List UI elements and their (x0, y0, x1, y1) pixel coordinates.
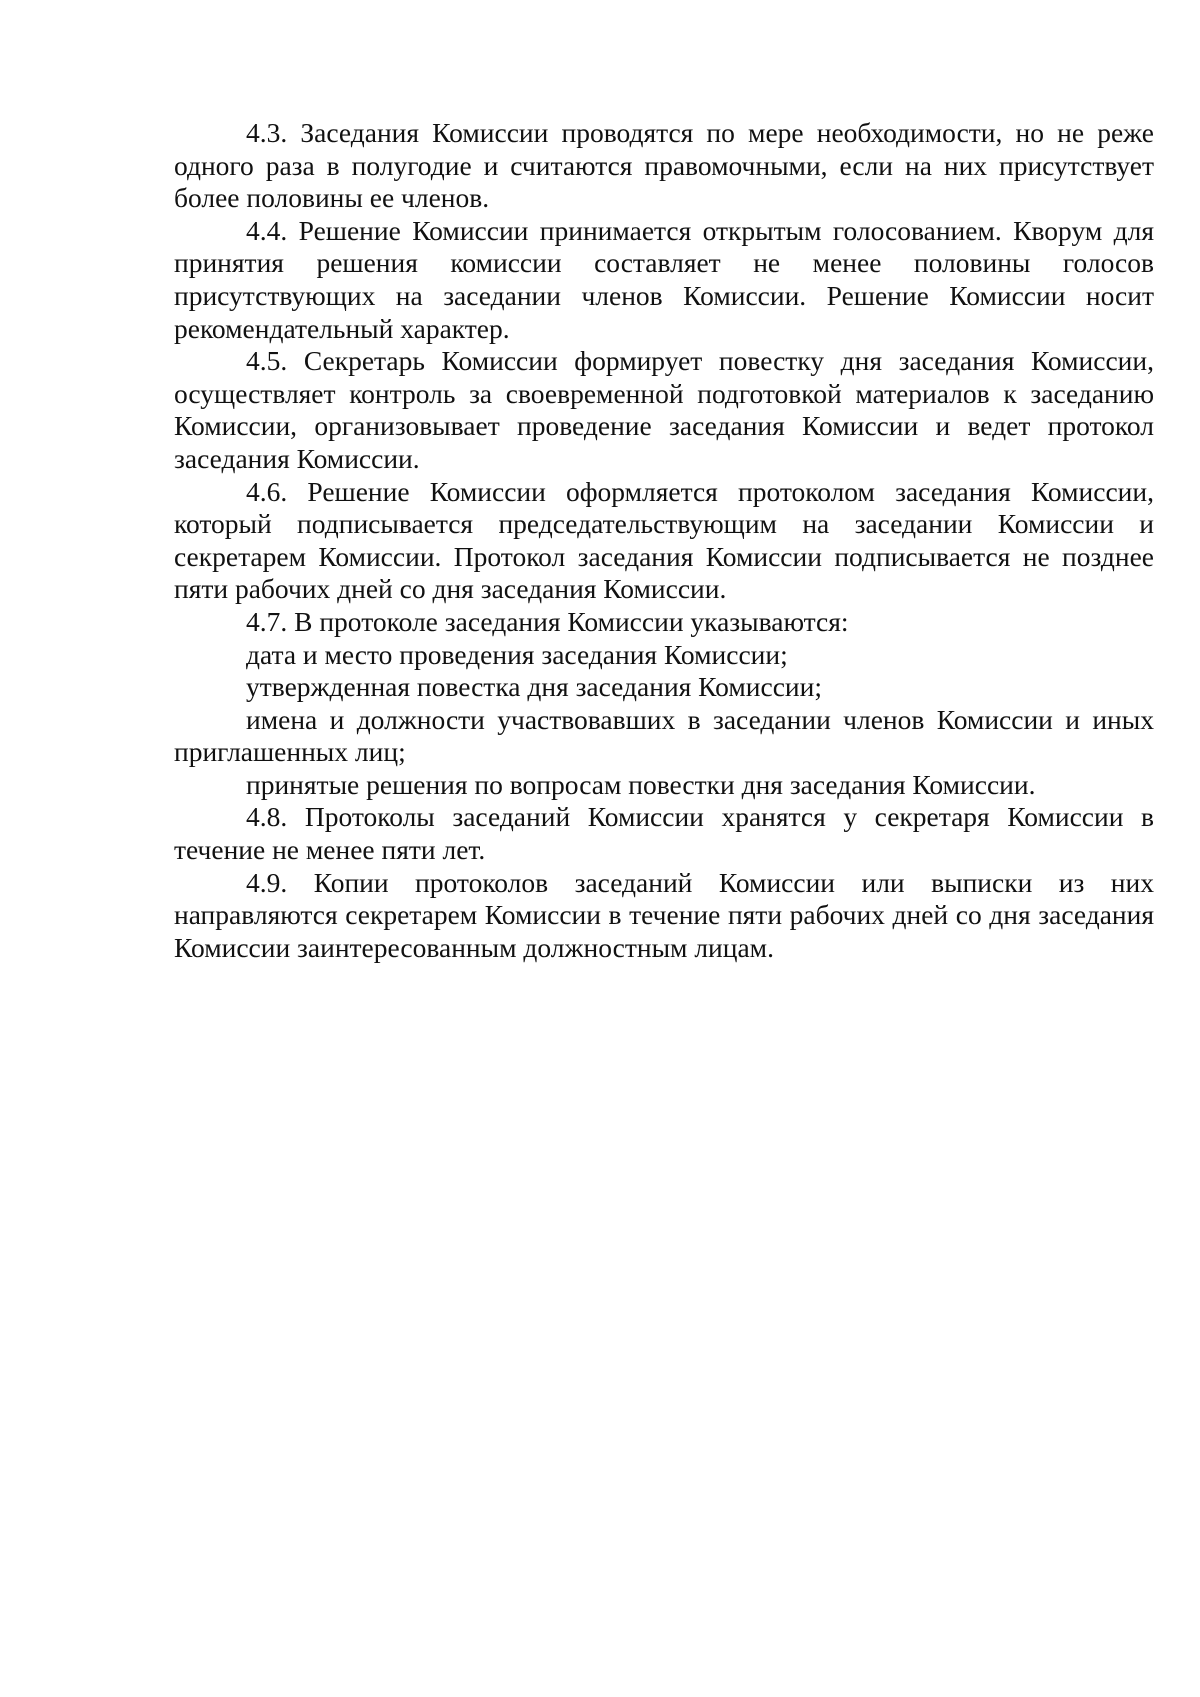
paragraph-4-9: 4.9. Копии протоколов заседаний Комиссии или выписки из них направляются секретарем Комиссии в течение пяти рабочих дней со дня заседания Комиссии заинтересованным должностным лицам. (174, 866, 1154, 963)
protocol-item-date-place: дата и место проведения заседания Комиссии; (246, 638, 788, 670)
paragraph-4-4: 4.4. Решение Комиссии принимается открытым голосованием. Кворум для принятия решения комиссии составляет не менее половины голосов присутствующих на заседании членов Комиссии. Решение Комиссии носит рекомендательный характер. (174, 214, 1154, 344)
protocol-item-decisions: принятые решения по вопросам повестки дня заседания Комиссии. (246, 768, 1036, 800)
protocol-item-participants: имена и должности участвовавших в заседании членов Комиссии и иных приглашенных лиц; (174, 703, 1154, 768)
paragraph-4-3: 4.3. Заседания Комиссии проводятся по мере необходимости, но не реже одного раза в полугодие и считаются правомочными, если на них присутствует более половины ее членов. (174, 117, 1154, 214)
paragraph-4-7: 4.7. В протоколе заседания Комиссии указываются: (246, 605, 849, 637)
paragraph-4-5: 4.5. Секретарь Комиссии формирует повестку дня заседания Комиссии, осуществляет контроль за своевременной подготовкой материалов к заседанию Комиссии, организовывает проведение заседания Комиссии и ведет протокол заседания Комиссии. (174, 345, 1154, 474)
protocol-item-agenda: утвержденная повестка дня заседания Комиссии; (246, 671, 822, 703)
paragraph-4-8: 4.8. Протоколы заседаний Комиссии хранятся у секретаря Комиссии в течение не менее пяти лет. (174, 801, 1154, 866)
paragraph-4-6: 4.6. Решение Комиссии оформляется протоколом заседания Комиссии, который подписывается председательствующим на заседании Комиссии и секретарем Комиссии. Протокол заседания Комиссии подписывается не позднее пяти рабочих дней со дня заседания Комиссии. (174, 475, 1154, 605)
document-body (174, 117, 1154, 964)
